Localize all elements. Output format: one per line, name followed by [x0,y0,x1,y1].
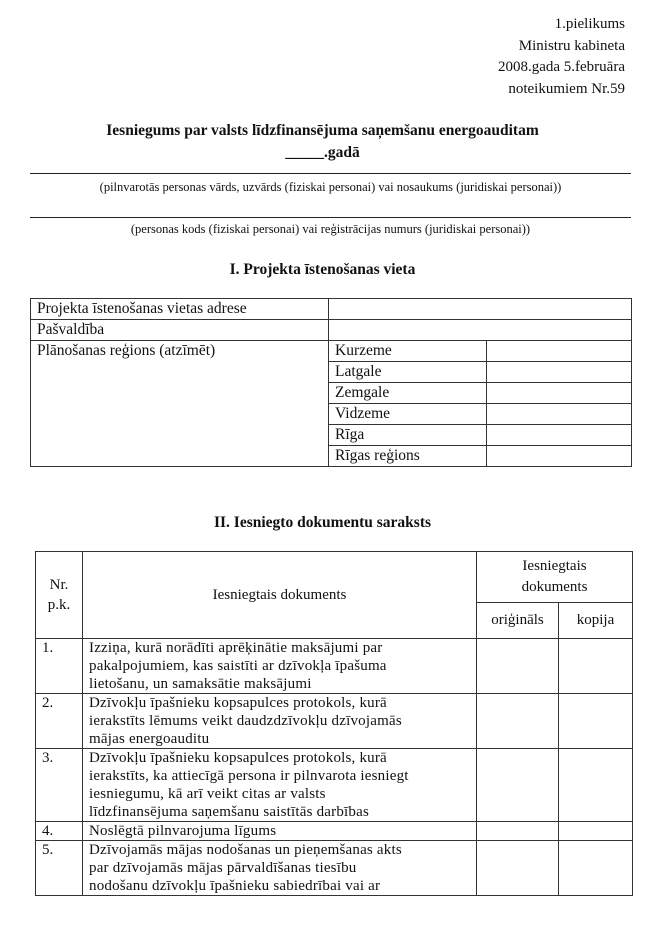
region-mark-cell[interactable] [487,341,632,362]
region-name: Vidzeme [329,404,487,425]
region-mark-cell[interactable] [487,383,632,404]
document-description [83,841,477,896]
region-name: Zemgale [329,383,487,404]
address-label: Projekta īstenošanas vietas adrese [31,299,329,320]
table-row [31,341,632,362]
original-header: oriģināls [477,603,559,639]
doc-line: lietošanu, un samaksātie maksājumi [89,676,312,692]
region-mark-cell[interactable] [487,446,632,467]
table-row [36,749,633,822]
municipality-field[interactable] [329,320,632,341]
copy-cell[interactable] [559,822,633,841]
doc-line: nodošanu dzīvokļu īpašnieku sabiedrībai vai ar [89,878,381,894]
row-number: 4. [36,822,83,841]
doc-line: iesniegumu, kā arī veikt citas ar valsts [89,786,326,802]
table-row [36,822,633,841]
row-number: 2. [36,694,83,749]
person-name-line[interactable] [30,173,631,174]
annex-reference [498,14,625,100]
doc-line: Noslēgtā pilnvarojuma līgums [89,823,277,839]
table-row [31,320,632,341]
doc-line: pakalpojumiem, kas saistīti ar dzīvokļa īpašuma [89,658,387,674]
copy-cell[interactable] [559,841,633,896]
original-cell[interactable] [477,822,559,841]
document-header: Iesniegtais dokuments [83,552,477,639]
annex-line: Ministru kabineta [518,37,625,54]
title-line-1: Iesniegums par valsts līdzfinansējuma saņemšanu energoauditam [106,122,539,139]
region-name: Kurzeme [329,341,487,362]
doc-line: ierakstīts lēmums veikt daudzdzīvokļu dzīvojamās [89,713,402,729]
document-description [83,749,477,822]
row-number: 1. [36,639,83,694]
region-label: Plānošanas reģions (atzīmēt) [31,341,329,467]
copy-cell[interactable] [559,639,633,694]
document-description [83,694,477,749]
region-name: Latgale [329,362,487,383]
copy-cell[interactable] [559,694,633,749]
doc-line: Izziņa, kurā norādīti aprēķinātie maksājumi par [89,640,383,656]
table-row [36,694,633,749]
title-line-2: _____.gadā [285,144,360,161]
table-row [31,299,632,320]
document-title [0,120,645,164]
region-name: Rīga [329,425,487,446]
doc-line: Dzīvojamās mājas nodošanas un pieņemšanas akts [89,842,402,858]
annex-line: 1.pielikums [554,16,625,32]
original-cell[interactable] [477,841,559,896]
copy-cell[interactable] [559,749,633,822]
original-cell[interactable] [477,694,559,749]
person-code-hint: (personas kods (fiziskai personai) vai reģistrācijas numurs (juridiskai personai)) [130,222,531,236]
document-description [83,639,477,694]
region-mark-cell[interactable] [487,362,632,383]
region-name: Rīgas reģions [329,446,487,467]
annex-line: 2008.gada 5.februāra [497,59,625,75]
original-cell[interactable] [477,639,559,694]
table-header-row [36,552,633,603]
documents-table [35,551,633,896]
address-field[interactable] [329,299,632,320]
original-cell[interactable] [477,749,559,822]
person-code-line[interactable] [30,217,631,218]
municipality-label: Pašvaldība [31,320,329,341]
doc-line: Dzīvokļu īpašnieku kopsapulces protokols, kurā [89,750,387,766]
section-2-title: II. Iesniegto dokumentu saraksts [213,514,432,531]
row-number: 5. [36,841,83,896]
doc-line: Dzīvokļu īpašnieku kopsapulces protokols, kurā [89,695,387,711]
section-1-title: I. Projekta īstenošanas vieta [229,261,416,278]
annex-line: noteikumiem Nr.59 [508,80,625,97]
submitted-header: Iesniegtais dokuments [477,552,633,603]
table-row [36,639,633,694]
region-mark-cell[interactable] [487,404,632,425]
nr-header: Nr. p.k. [36,552,83,639]
doc-line: par dzīvojamās mājas pārvaldīšanas tiesību [89,860,357,876]
doc-line: ierakstīts, ka attiecīgā persona ir pilnvarota iesniegt [89,768,409,784]
table-row [36,841,633,896]
doc-line: līdzfinansējuma saņemšanu saistītās darbības [89,804,369,820]
document-description [83,822,477,841]
project-location-table [30,298,632,467]
doc-line: mājas energoauditu [89,731,210,747]
region-mark-cell[interactable] [487,425,632,446]
copy-header: kopija [559,603,633,639]
row-number: 3. [36,749,83,822]
person-name-hint: (pilnvarotās personas vārds, uzvārds (fiziskai personai) vai nosaukums (juridiskai personai)) [99,180,562,194]
